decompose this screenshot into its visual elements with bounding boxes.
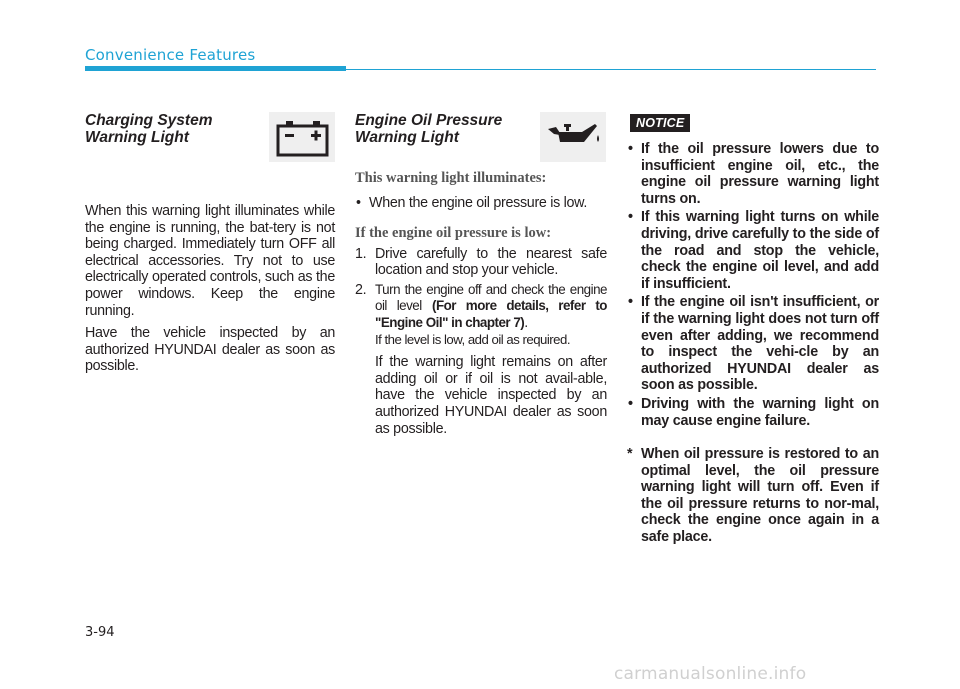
notice-list xyxy=(625,141,879,429)
illuminates-subheading: This warning light illuminates: xyxy=(355,170,547,186)
charging-system-section xyxy=(85,112,335,381)
list-item: • If the engine oil isn't insufficient, or if the warning light does not turn off even after adding, we recommend to inspect the vehi-cle by an authorized HYUNDAI dealer as soon as possible. xyxy=(625,294,879,394)
chapter-reference: (For more details, refer to "Engine Oil" in chapter 7) xyxy=(375,298,607,330)
list-item: • When the engine oil pressure is low. xyxy=(355,195,607,212)
list-item: • If this warning light turns on while driving, drive carefully to the side of the road and stop the vehicle, check the engine oil level, and add if insufficient. xyxy=(625,209,879,292)
list-item: • If the oil pressure lowers due to insufficient engine oil, etc., the engine oil pressure warning light turns on. xyxy=(625,141,879,207)
notice-section xyxy=(625,112,879,546)
notice-footnote: * When oil pressure is restored to an optimal level, the oil pressure warning light will turn off. Even if the oil pressure returns to nor-mal, check the engine once again in a safe place. xyxy=(627,446,879,546)
list-item: • Driving with the warning light on may cause engine failure. xyxy=(625,396,879,429)
pressure-low-subheading: If the engine oil pressure is low: xyxy=(355,224,552,241)
oil-pressure-heading: Engine Oil Pressure Warning Light xyxy=(355,112,503,146)
charging-paragraph-2: Have the vehicle inspected by an authorized HYUNDAI dealer as soon as possible. xyxy=(85,325,335,375)
oil-pressure-section xyxy=(355,112,607,440)
page-number: 3-94 xyxy=(85,625,115,640)
charging-system-heading: Charging System Warning Light xyxy=(85,112,213,146)
list-item: 1. Drive carefully to the nearest safe location and stop your vehicle. xyxy=(355,245,607,279)
charging-paragraph-1: When this warning light illuminates while the engine is running, the bat-tery is not being charged. Immediately turn OFF all electrical accessories. Try not to use electrically operated controls, such as the power windows. Keep the engine running. xyxy=(85,203,335,319)
illuminates-list xyxy=(355,195,607,212)
pressure-low-steps xyxy=(355,246,607,438)
watermark: carmanualsonline.info xyxy=(614,664,807,684)
battery-icon xyxy=(269,112,335,162)
oil-can-icon xyxy=(540,112,606,162)
header-rule-thin xyxy=(346,69,876,70)
section-title: Convenience Features xyxy=(85,46,256,64)
list-item: 2. Turn the engine off and check the engine oil level (For more details, refer to "Engine Oil" in chapter 7). If the level is low, add oil as required. If the warning light remains on after adding oil or if oil is not avail-able, have the vehicle inspected by an authorized HYUNDAI dealer as soon as possible. xyxy=(355,281,607,437)
notice-badge: NOTICE xyxy=(630,114,690,132)
header-rule-thick xyxy=(85,66,346,71)
